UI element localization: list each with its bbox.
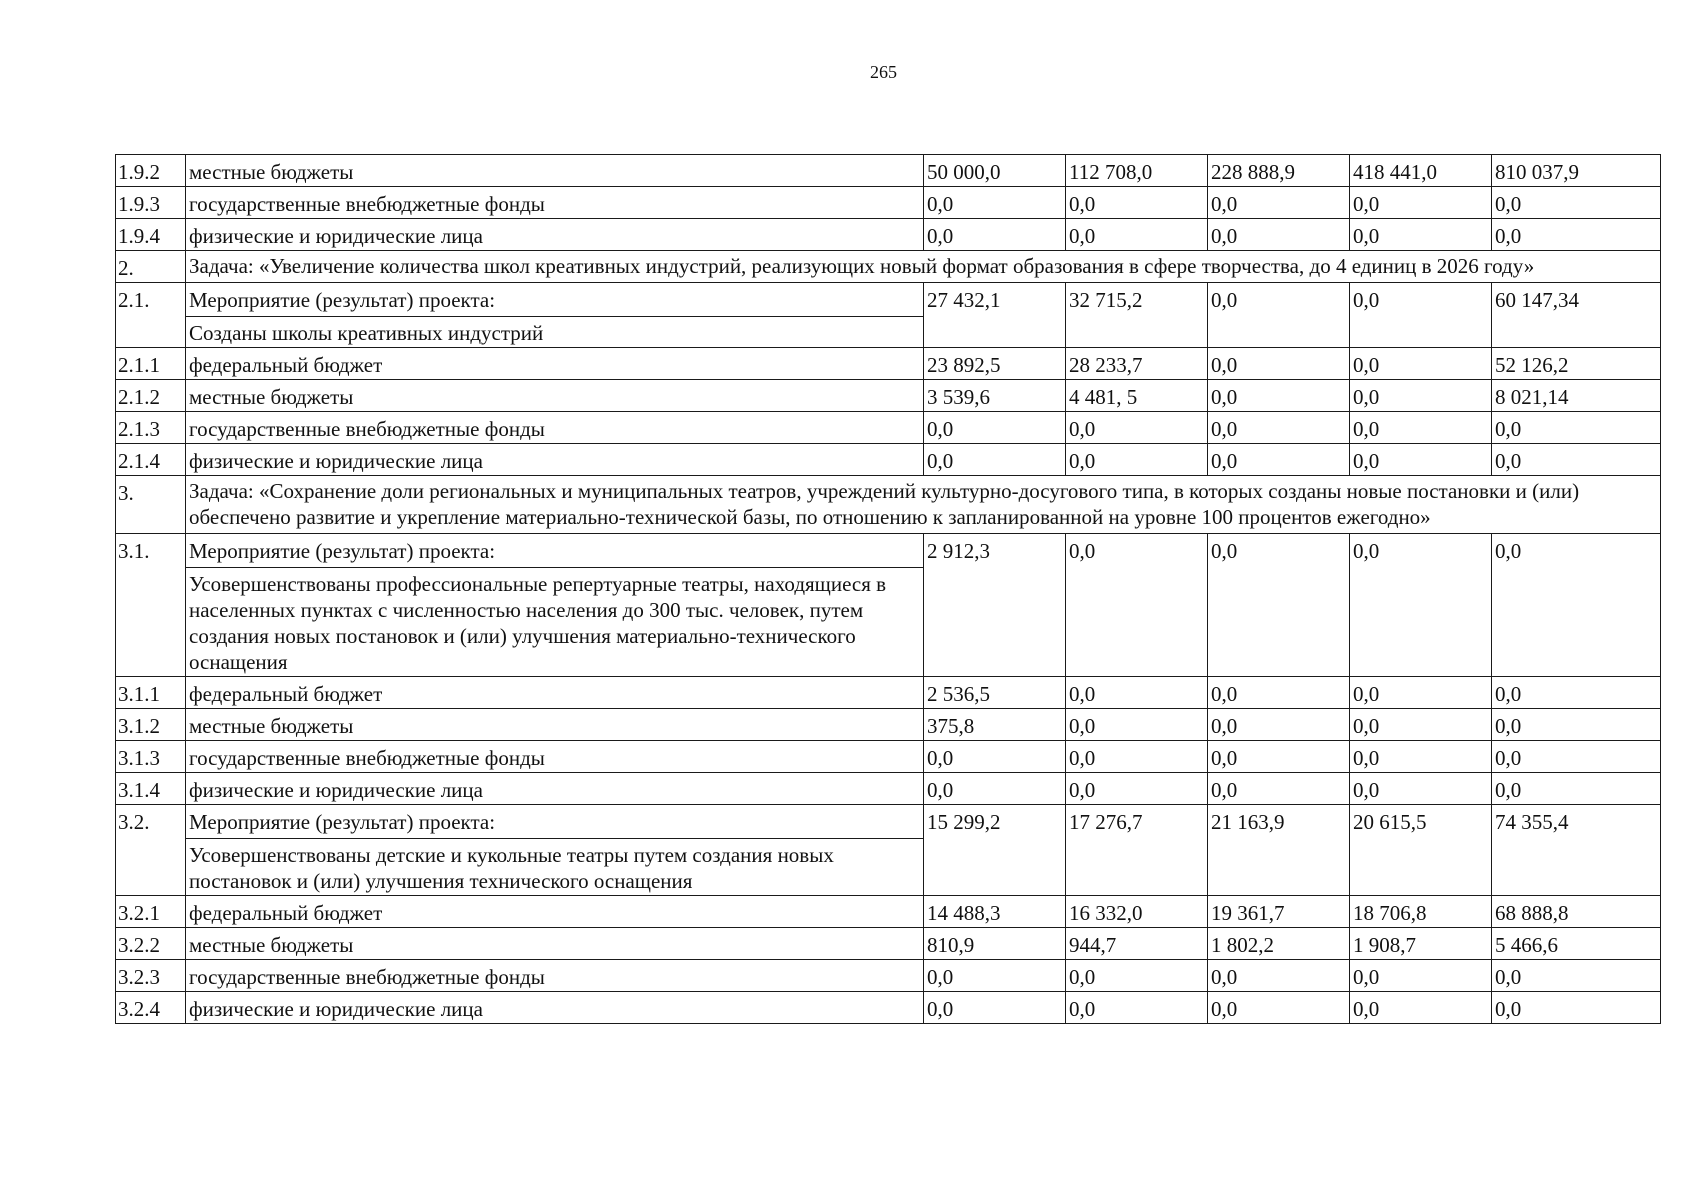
value-cell: 944,7 [1066, 928, 1208, 960]
value-cell: 14 488,3 [924, 896, 1066, 928]
value-cell: 21 163,9 [1208, 805, 1350, 896]
value-cell: 0,0 [924, 219, 1066, 251]
value-cell: 0,0 [1350, 187, 1492, 219]
value-cell: 0,0 [1350, 283, 1492, 348]
value-cell: 0,0 [1208, 773, 1350, 805]
value-cell: 0,0 [1208, 709, 1350, 741]
row-code: 3.1.3 [116, 741, 186, 773]
row-code: 3.2.2 [116, 928, 186, 960]
row-code: 2.1.2 [116, 380, 186, 412]
value-cell: 32 715,2 [1066, 283, 1208, 348]
value-cell: 0,0 [1066, 534, 1208, 677]
row-label: местные бюджеты [186, 928, 924, 960]
row-code: 1.9.2 [116, 155, 186, 187]
row-code: 2.1.1 [116, 348, 186, 380]
value-cell: 0,0 [1066, 412, 1208, 444]
value-cell: 0,0 [1350, 773, 1492, 805]
budget-table-body [116, 155, 1661, 1024]
row-label: федеральный бюджет [186, 677, 924, 709]
event-cell [186, 805, 924, 896]
value-cell: 52 126,2 [1492, 348, 1661, 380]
row-label: государственные внебюджетные фонды [186, 412, 924, 444]
row-label: физические и юридические лица [186, 219, 924, 251]
value-cell: 418 441,0 [1350, 155, 1492, 187]
value-cell: 0,0 [924, 444, 1066, 476]
value-cell: 228 888,9 [1208, 155, 1350, 187]
row-label: местные бюджеты [186, 155, 924, 187]
value-cell: 23 892,5 [924, 348, 1066, 380]
row-code: 3.1.1 [116, 677, 186, 709]
value-cell: 0,0 [1066, 219, 1208, 251]
table-row [116, 677, 1661, 709]
value-cell: 0,0 [1350, 444, 1492, 476]
row-label: местные бюджеты [186, 709, 924, 741]
value-cell: 0,0 [1492, 960, 1661, 992]
event-description: Усовершенствованы профессиональные репертуарные театры, находящиеся в населенных пунктах с численностью населения до 300 тыс. человек, путем создания новых постановок и (или) улучшения материально-технического оснащения [189, 572, 887, 674]
value-cell: 0,0 [1350, 709, 1492, 741]
table-row [116, 741, 1661, 773]
value-cell: 0,0 [1066, 187, 1208, 219]
row-label: федеральный бюджет [186, 348, 924, 380]
value-cell: 0,0 [1208, 534, 1350, 677]
event-row [116, 805, 1661, 896]
value-cell: 375,8 [924, 709, 1066, 741]
event-description: Усовершенствованы детские и кукольные театры путем создания новых постановок и (или) улучшения технического оснащения [189, 843, 834, 893]
value-cell: 0,0 [1350, 677, 1492, 709]
table-row [116, 444, 1661, 476]
value-cell: 112 708,0 [1066, 155, 1208, 187]
table-row [116, 960, 1661, 992]
value-cell: 0,0 [1208, 219, 1350, 251]
table-row [116, 896, 1661, 928]
row-code: 3.1. [116, 534, 186, 677]
value-cell: 0,0 [1492, 534, 1661, 677]
table-row [116, 155, 1661, 187]
value-cell: 20 615,5 [1350, 805, 1492, 896]
value-cell: 0,0 [1208, 380, 1350, 412]
value-cell: 0,0 [1208, 187, 1350, 219]
value-cell: 68 888,8 [1492, 896, 1661, 928]
value-cell: 2 536,5 [924, 677, 1066, 709]
row-label: физические и юридические лица [186, 444, 924, 476]
row-label: государственные внебюджетные фонды [186, 741, 924, 773]
row-code: 2. [116, 251, 186, 283]
row-label: государственные внебюджетные фонды [186, 960, 924, 992]
value-cell: 27 432,1 [924, 283, 1066, 348]
row-code: 2.1.4 [116, 444, 186, 476]
value-cell: 0,0 [1492, 187, 1661, 219]
value-cell: 19 361,7 [1208, 896, 1350, 928]
value-cell: 0,0 [1492, 992, 1661, 1024]
table-row [116, 992, 1661, 1024]
value-cell: 74 355,4 [1492, 805, 1661, 896]
value-cell: 0,0 [1066, 444, 1208, 476]
value-cell: 0,0 [1208, 412, 1350, 444]
value-cell: 5 466,6 [1492, 928, 1661, 960]
row-label: федеральный бюджет [186, 896, 924, 928]
value-cell: 3 539,6 [924, 380, 1066, 412]
event-description: Созданы школы креативных индустрий [189, 321, 544, 345]
value-cell: 0,0 [1350, 741, 1492, 773]
value-cell: 0,0 [1492, 677, 1661, 709]
task-text: Задача: «Сохранение доли региональных и муниципальных театров, учреждений культурно-досугового типа, в которых созданы новые постановки и (или) обеспечено развитие и укрепление материально-технической базы, по отношению к запланированной на уровне 100 процентов ежегодно» [186, 476, 1661, 534]
budget-table [115, 154, 1661, 1024]
page-number: 265 [870, 62, 897, 82]
task-row [116, 476, 1661, 534]
value-cell: 810 037,9 [1492, 155, 1661, 187]
row-code: 3.2.3 [116, 960, 186, 992]
value-cell: 0,0 [924, 412, 1066, 444]
value-cell: 0,0 [1066, 773, 1208, 805]
row-label: физические и юридические лица [186, 992, 924, 1024]
value-cell: 17 276,7 [1066, 805, 1208, 896]
value-cell: 0,0 [924, 960, 1066, 992]
value-cell: 0,0 [1066, 677, 1208, 709]
value-cell: 0,0 [1208, 960, 1350, 992]
row-code: 3.2.1 [116, 896, 186, 928]
row-code: 2.1.3 [116, 412, 186, 444]
value-cell: 0,0 [1066, 992, 1208, 1024]
value-cell: 15 299,2 [924, 805, 1066, 896]
event-heading: Мероприятие (результат) проекта: [186, 809, 923, 839]
table-row [116, 928, 1661, 960]
table-row [116, 773, 1661, 805]
table-row [116, 709, 1661, 741]
value-cell: 0,0 [1208, 992, 1350, 1024]
row-code: 3.2. [116, 805, 186, 896]
value-cell: 18 706,8 [1350, 896, 1492, 928]
event-heading: Мероприятие (результат) проекта: [186, 287, 923, 317]
table-row [116, 348, 1661, 380]
value-cell: 0,0 [1350, 348, 1492, 380]
value-cell: 0,0 [1208, 741, 1350, 773]
value-cell: 0,0 [1066, 960, 1208, 992]
value-cell: 0,0 [1208, 348, 1350, 380]
value-cell: 0,0 [1350, 412, 1492, 444]
task-row [116, 251, 1661, 283]
value-cell: 0,0 [1350, 219, 1492, 251]
event-row [116, 283, 1661, 348]
value-cell: 0,0 [1208, 677, 1350, 709]
value-cell: 4 481, 5 [1066, 380, 1208, 412]
table-row [116, 187, 1661, 219]
value-cell: 28 233,7 [1066, 348, 1208, 380]
value-cell: 0,0 [1492, 741, 1661, 773]
row-code: 3.2.4 [116, 992, 186, 1024]
value-cell: 50 000,0 [924, 155, 1066, 187]
value-cell: 0,0 [1492, 773, 1661, 805]
row-code: 3. [116, 476, 186, 534]
row-code: 2.1. [116, 283, 186, 348]
value-cell: 8 021,14 [1492, 380, 1661, 412]
value-cell: 1 908,7 [1350, 928, 1492, 960]
event-heading: Мероприятие (результат) проекта: [186, 538, 923, 568]
value-cell: 16 332,0 [1066, 896, 1208, 928]
value-cell: 0,0 [1066, 709, 1208, 741]
value-cell: 0,0 [924, 992, 1066, 1024]
value-cell: 1 802,2 [1208, 928, 1350, 960]
table-row [116, 412, 1661, 444]
event-row [116, 534, 1661, 677]
event-cell [186, 534, 924, 677]
value-cell: 2 912,3 [924, 534, 1066, 677]
value-cell: 0,0 [1066, 741, 1208, 773]
value-cell: 0,0 [1350, 960, 1492, 992]
row-label: местные бюджеты [186, 380, 924, 412]
event-cell [186, 283, 924, 348]
value-cell: 0,0 [924, 741, 1066, 773]
value-cell: 0,0 [1350, 380, 1492, 412]
value-cell: 0,0 [1350, 534, 1492, 677]
value-cell: 0,0 [1492, 709, 1661, 741]
row-code: 1.9.3 [116, 187, 186, 219]
value-cell: 0,0 [1350, 992, 1492, 1024]
value-cell: 0,0 [924, 773, 1066, 805]
row-code: 3.1.4 [116, 773, 186, 805]
value-cell: 0,0 [1492, 412, 1661, 444]
row-code: 3.1.2 [116, 709, 186, 741]
value-cell: 810,9 [924, 928, 1066, 960]
row-label: физические и юридические лица [186, 773, 924, 805]
value-cell: 0,0 [924, 187, 1066, 219]
row-code: 1.9.4 [116, 219, 186, 251]
value-cell: 0,0 [1492, 444, 1661, 476]
table-row [116, 219, 1661, 251]
value-cell: 0,0 [1492, 219, 1661, 251]
task-text: Задача: «Увеличение количества школ креативных индустрий, реализующих новый формат образования в сфере творчества, до 4 единиц в 2026 году» [186, 251, 1661, 283]
table-row [116, 380, 1661, 412]
value-cell: 60 147,34 [1492, 283, 1661, 348]
row-label: государственные внебюджетные фонды [186, 187, 924, 219]
value-cell: 0,0 [1208, 283, 1350, 348]
value-cell: 0,0 [1208, 444, 1350, 476]
